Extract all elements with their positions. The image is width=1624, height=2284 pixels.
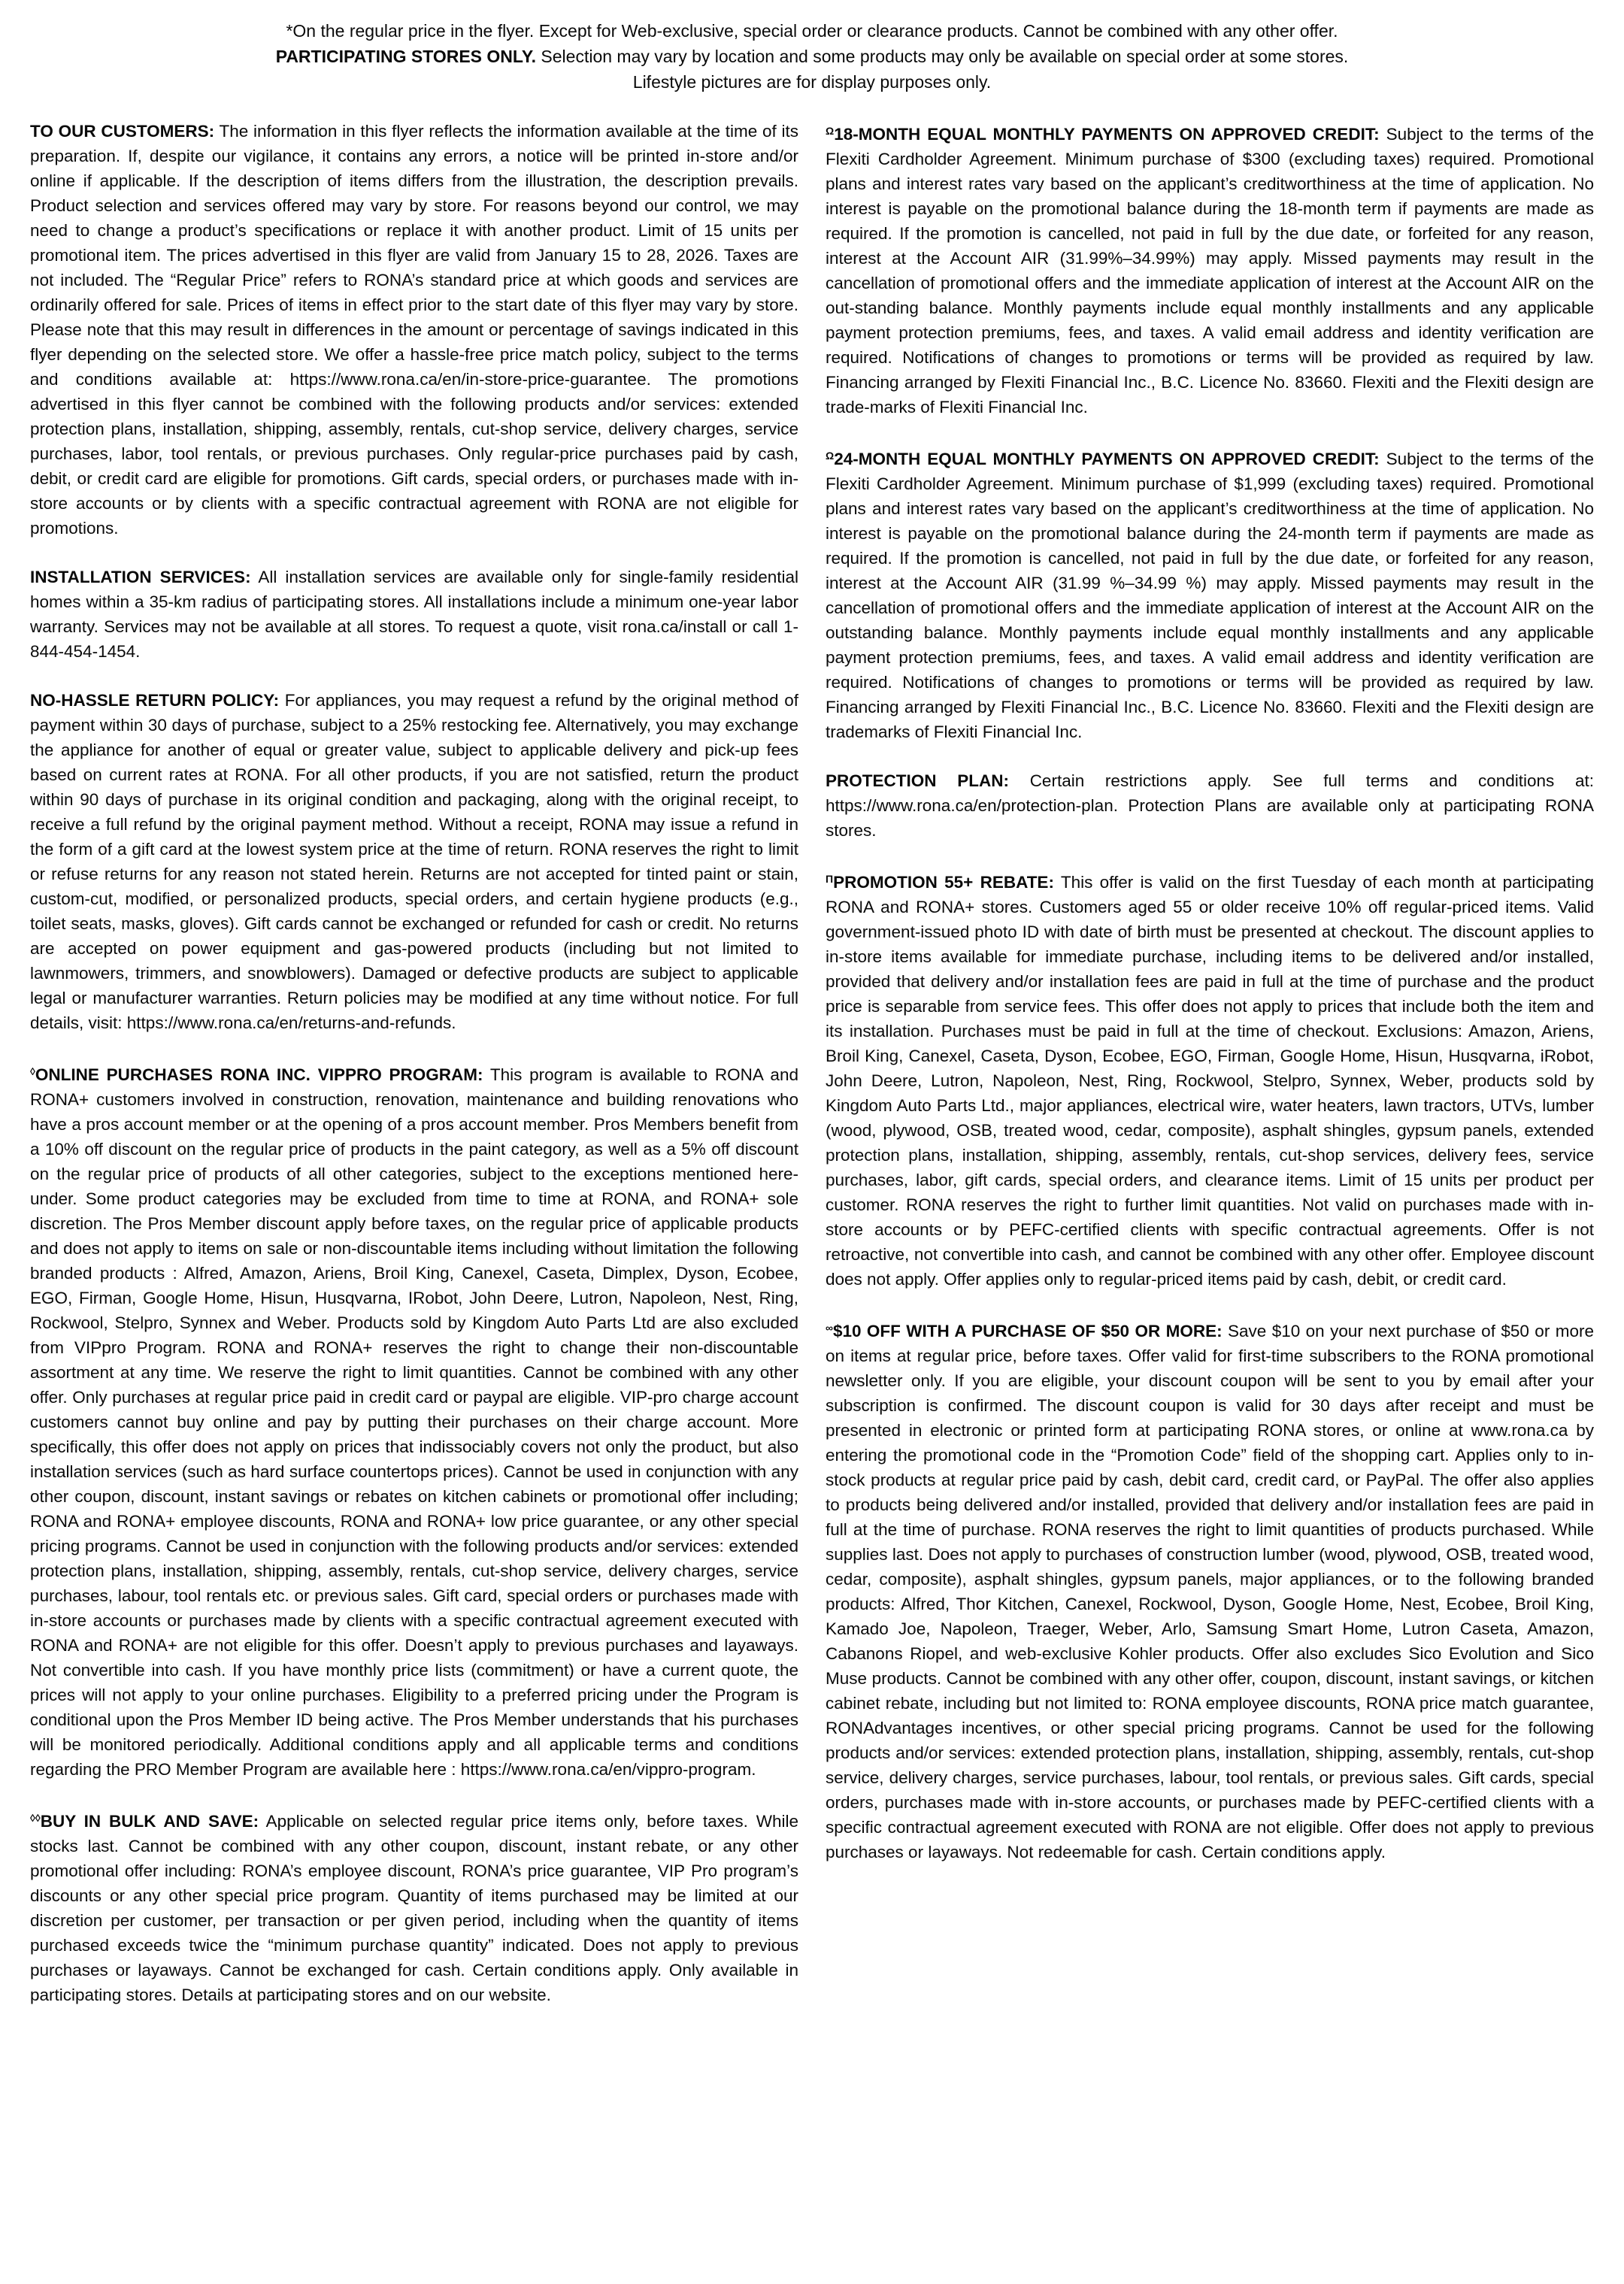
- section-prefix-symbol: Ω: [826, 125, 835, 137]
- section-prefix-symbol: ◊◊: [30, 1811, 41, 1824]
- section-prefix-symbol: Ω: [826, 449, 835, 462]
- section-heading: ONLINE PURCHASES RONA INC. VIPPRO PROGRAM:: [35, 1065, 483, 1084]
- legal-section: [30, 565, 798, 664]
- participating-stores-label: PARTICIPATING STORES ONLY.: [275, 47, 537, 66]
- section-heading: PROMOTION 55+ REBATE:: [833, 872, 1054, 892]
- section-heading: BUY IN BULK AND SAVE:: [40, 1811, 259, 1831]
- section-body: For appliances, you may request a refund by the original method of payment within 30 days of purchase, subject to a 25% restocking fee. Alternatively, you may exchange the appliance for another of equal or greater value, subject to applicable delivery and pick-up fees based on current rates at RONA. For all other products, if you are not satisfied, return the product within 90 days of purchase in its original condition and packaging, along with the original receipt, to receive a full refund by the original payment method. Without a receipt, RONA may issue a refund in the form of a gift card at the lowest system price at the time of return. RONA reserves the right to limit or refuse returns for any reason not stated herein. Returns are not accepted for tinted paint or stain, custom-cut, modified, or personalized products, special orders, and certain hygiene products (e.g., toilet seats, masks, gloves). Gift cards cannot be exchanged or refunded for cash or credit. No returns are accepted on power equipment and gas-powered products (including but not limited to lawnmowers, trimmers, and snowblowers). Damaged or defective products are subject to applicable legal or manufacturer warranties. Return policies may be modified at any time without notice. For full details, visit: https://www.rona.ca/en/returns-and-refunds.: [30, 691, 798, 1032]
- section-body: Subject to the terms of the Flexiti Cardholder Agreement. Minimum purchase of $300 (excluding taxes) required. Promotional plans and interest rates vary based on the applicant’s creditworthiness at the time of application. No interest is payable on the promotional balance during the 18-month term if payments are made as required. If the promotion is cancelled, not paid in full by the due date, or forfeited for any reason, interest at the Account AIR (31.99%–34.99%) may apply. Missed payments may result in the cancellation of promotional offers and the immediate application of interest at the Account AIR on the out-standing balance. Monthly payments include equal monthly installments and any applicable payment protection premiums, fees, and taxes. A valid email address and identity verification are required. Notifications of changes to promotions or terms will be provided as required by law. Financing arranged by Flexiti Financial Inc., B.C. Licence No. 83660. Flexiti and the Flexiti design are trade-marks of Flexiti Financial Inc.: [826, 124, 1594, 417]
- header-line-3: Lifestyle pictures are for display purposes only.: [632, 72, 992, 92]
- section-heading: 18-MONTH EQUAL MONTHLY PAYMENTS ON APPROVED CREDIT:: [834, 124, 1380, 144]
- section-heading: PROTECTION PLAN:: [826, 771, 1009, 790]
- legal-section: [826, 119, 1594, 420]
- section-body: All installation services are available only for single-family residential homes within a 35-km radius of participating stores. All installations include a minimum one-year labor warranty. Services may not be available at all stores. To request a quote, visit rona.ca/install or call 1-844-454-1454.: [30, 568, 799, 661]
- section-body: Subject to the terms of the Flexiti Cardholder Agreement. Minimum purchase of $1,999 (excluding taxes) required. Promotional plans and interest rates vary based on the applicant’s creditworthiness at the time of application. No interest is payable on the promotional balance during the 24-month term if payments are made as required. If the promotion is cancelled, not paid in full by the due date, or forfeited for any reason, interest at the Account AIR (31.99 %–34.99 %) may apply. Missed payments may result in the cancellation of promotional offers and the immediate application of interest at the Account AIR on the outstanding balance. Monthly payments include equal monthly installments and any applicable payment protection premiums, fees, and taxes. A valid email address and identity verification are required. Notifications of changes to promotions or terms will be provided as required by law. Financing arranged by Flexiti Financial Inc., B.C. Licence No. 83660. Flexiti and the Flexiti design are trademarks of Flexiti Financial Inc.: [826, 449, 1594, 741]
- legal-section: [826, 444, 1594, 744]
- section-heading: NO-HASSLE RETURN POLICY:: [30, 691, 280, 710]
- section-body: Applicable on selected regular price items only, before taxes. While stocks last. Cannot be combined with any other coupon, discount, instant rebate, or any other promotional offer including: RONA’s employee discount, RONA’s price guarantee, VIP Pro program’s discounts or any other special price program. Quantity of items purchased may be limited at our discretion per customer, per transaction or per given period, including when the quantity of items purchased exceeds twice the “minimum purchase quantity” indicated. Does not apply to previous purchases or layaways. Cannot be exchanged for cash. Certain conditions apply. Only available in participating stores. Details at participating stores and on our website.: [30, 1811, 798, 2004]
- section-heading: TO OUR CUSTOMERS:: [30, 122, 215, 141]
- section-body: Certain restrictions apply. See full terms and conditions at: https://www.rona.ca/en/protection-plan. Protection Plans are available only at participating RONA stores.: [826, 771, 1594, 840]
- page-header: [0, 18, 1624, 95]
- legal-columns: [0, 119, 1624, 2031]
- legal-section: [30, 688, 798, 1035]
- legal-section: [30, 119, 798, 541]
- legal-section: [30, 1059, 798, 1782]
- section-body: This offer is valid on the first Tuesday of each month at participating RONA and RONA+ stores. Customers aged 55 or older receive 10% off regular-priced items. Valid government-issued photo ID with date of birth must be presented at checkout. The discount applies to in-store items available for immediate purchase, including items to be delivered and/or installed, provided that delivery and/or installation fees are paid in full at the time of purchase and the product price is separable from service fees. This offer does not apply to prices that include both the item and its installation. Purchases must be paid in full at the time of checkout. Exclusions: Amazon, Ariens, Broil King, Canexel, Caseta, Dyson, Ecobee, EGO, Firman, Google Home, Hisun, Husqvarna, iRobot, John Deere, Lutron, Napoleon, Nest, Ring, Rockwool, Stelpro, Synnex, Weber, products sold by Kingdom Auto Parts Ltd., major appliances, electrical wire, water heaters, lawn tractors, UTVs, lumber (wood, plywood, OSB, treated wood, cedar, composite), asphalt shingles, gypsum panels, extended protection plans, installation, shipping, assembly, rentals, cut-shop services, delivery fees, service purchases, labor, gift cards, special orders, and clearance items. Limit of 15 units per product per customer. RONA reserves the right to further limit quantities. Not valid on purchases made with in-store accounts or by PEFC-certified clients with specific contractual agreements. Offer is not retroactive, not convertible into cash, and cannot be combined with any other offer. Employee discount does not apply. Offer applies only to regular-priced items paid by cash, debit, or credit card.: [826, 872, 1594, 1289]
- section-heading: INSTALLATION SERVICES:: [30, 568, 251, 586]
- legal-section: [826, 867, 1594, 1292]
- header-line-2: [90, 44, 1534, 69]
- section-body: The information in this flyer reflects the information available at the time of its preparation. If, despite our vigilance, it contains any errors, a notice will be printed in-store and/or online if applicable. If the description of items differs from the illustration, the description prevails. Product selection and services offered may vary by store. For reasons beyond our control, we may need to change a product’s specifications or replace it with another product. Limit of 15 units per promotional item. The prices advertised in this flyer are valid from January 15 to 28, 2026. Taxes are not included. The “Regular Price” refers to RONA’s standard price at which goods and services are ordinarily offered for sale. Prices of items in effect prior to the start date of this flyer may vary by store. Please note that this may result in differences in the amount or percentage of savings indicated in this flyer depending on the selected store. We offer a hassle-free price match policy, subject to the terms and conditions available at: https://www.rona.ca/en/in-store-price-guarantee. The promotions advertised in this flyer cannot be combined with the following products and/or services: extended protection plans, installation, shipping, assembly, rentals, cut-shop service, delivery charges, service purchases, labor, tool rentals, or previous purchases. Only regular-price purchases paid by cash, debit, or credit card are eligible for promotions. Gift cards, special orders, or purchases made with in-store accounts or by clients with a specific contractual agreement with RONA are not eligible for promotions.: [30, 122, 798, 538]
- legal-section: [30, 1806, 798, 2007]
- section-prefix-symbol: ◊: [30, 1065, 35, 1077]
- section-body: Save $10 on your next purchase of $50 or more on items at regular price, before taxes. Offer valid for first-time subscribers to the RONA promotional newsletter only. If you are eligible, your discount coupon will be sent to you by email after your subscription is confirmed. The discount coupon is valid for 30 days after receipt and must be presented in electronic or printed form at participating RONA stores, or online at www.rona.ca by entering the promotional code in the “Promotion Code” field of the shopping cart. Applies only to in-stock products at regular price paid by cash, debit card, credit card, or PayPal. The offer also applies to products being delivered and/or installed, provided that delivery and/or installation fees are paid in full at the time of purchase. RONA reserves the right to limit quantities of products purchased. While supplies last. Does not apply to purchases of construction lumber (wood, plywood, OSB, treated wood, cedar, composite), asphalt shingles, gypsum panels, major appliances, or to the following branded products: Alfred, Thor Kitchen, Canexel, Rockwool, Dyson, Google Home, Nest, Ecobee, Broil King, Kamado Joe, Napoleon, Traeger, Weber, Arlo, Samsung Smart Home, Lutron Caseta, Amazon, Cabanons Riopel, and web-exclusive Kohler products. Offer also excludes Sico Evolution and Sico Muse products. Cannot be combined with any other offer, coupon, discount, instant savings, or kitchen cabinet rebate, including but not limited to: RONA employee discounts, RONA price match guarantee, RONAdvantages incentives, or other special pricing programs. Cannot be used for the following products and/or services: extended protection plans, installation, shipping, assembly, rentals, cut-shop service, delivery charges, service purchases, labour, tool rentals, or previous sales. Gift cards, special orders, purchases made with in-store accounts, or purchases made by PEFC-certified clients with a specific contractual agreement executed with RONA are not eligible. Offer does not apply to previous purchases or layaways. Not redeemable for cash. Certain conditions apply.: [826, 1321, 1594, 1861]
- section-heading: $10 OFF WITH A PURCHASE OF $50 OR MORE:: [832, 1321, 1223, 1340]
- section-heading: 24-MONTH EQUAL MONTHLY PAYMENTS ON APPROVED CREDIT:: [834, 449, 1380, 468]
- section-prefix-symbol: Π: [826, 872, 834, 885]
- section-body: This program is available to RONA and RONA+ customers involved in construction, renovation, maintenance and building renovations who have a pros account member or at the opening of a pros account member. Pros Members benefit from a 10% off discount on the regular price of products in the paint category, as well as a 5% off discount on the regular price of products of all other categories, subject to the exceptions mentioned here-under. Some product categories may be excluded from time to time at RONA, and RONA+ sole discretion. The Pros Member discount apply before taxes, on the regular price of applicable products and does not apply to items on sale or non-discountable items including without limitation the following branded products : Alfred, Amazon, Ariens, Broil King, Canexel, Caseta, Dimplex, Dyson, Ecobee, EGO, Firman, Google Home, Hisun, Husqvarna, IRobot, John Deere, Lutron, Napoleon, Nest, Ring, Rockwool, Stelpro, Synnex and Weber. Products sold by Kingdom Auto Parts Ltd are also excluded from VIPpro Program. RONA and RONA+ reserves the right to change their non-discountable assortment at any time. We reserve the right to limit quantities. Cannot be combined with any other offer. Only purchases at regular price paid in credit card or paypal are eligible. VIP-pro charge account customers cannot buy online and pay by putting their purchases on their charge account. More specifically, this offer does not apply on prices that indissociably covers not only the product, but also installation services (such as hard surface countertops prices). Cannot be used in conjunction with any other coupon, discount, instant savings or rebates on kitchen cabinets or promotional offer including; RONA and RONA+ employee discounts, RONA and RONA+ low price guarantee, or any other special pricing programs. Cannot be used in conjunction with the following products and/or services: extended protection plans, installation, shipping, assembly, rentals, cut-shop service, delivery charges, service purchases, labour, tool rentals etc. or previous sales. Gift card, special orders or purchases made with in-store accounts or purchases made by clients with a specific contractual agreement executed with RONA and RONA+ are not eligible for this offer. Doesn’t apply to previous purchases and layaways. Not convertible into cash. If you have monthly price lists (commitment) or have a current quote, the prices will not apply to your online purchases. Eligibility to a preferred pricing under the Program is conditional upon the Pros Member ID being active. The Pros Member understands that his purchases will be monitored periodically. Additional conditions apply and all applicable terms and conditions regarding the PRO Member Program are available here : https://www.rona.ca/en/vippro-program.: [30, 1065, 798, 1779]
- left-column: [30, 119, 798, 2031]
- legal-section: [826, 768, 1594, 843]
- header-line-2-text: Selection may vary by location and some products may only be available on special order at some stores.: [541, 47, 1349, 66]
- header-line-1: *On the regular price in the flyer. Except for Web-exclusive, special order or clearance products. Cannot be combined with any other offer.: [286, 21, 1338, 41]
- legal-section: [826, 1316, 1594, 1864]
- right-column: [826, 119, 1594, 2031]
- section-prefix-symbol: ∞: [826, 1321, 833, 1334]
